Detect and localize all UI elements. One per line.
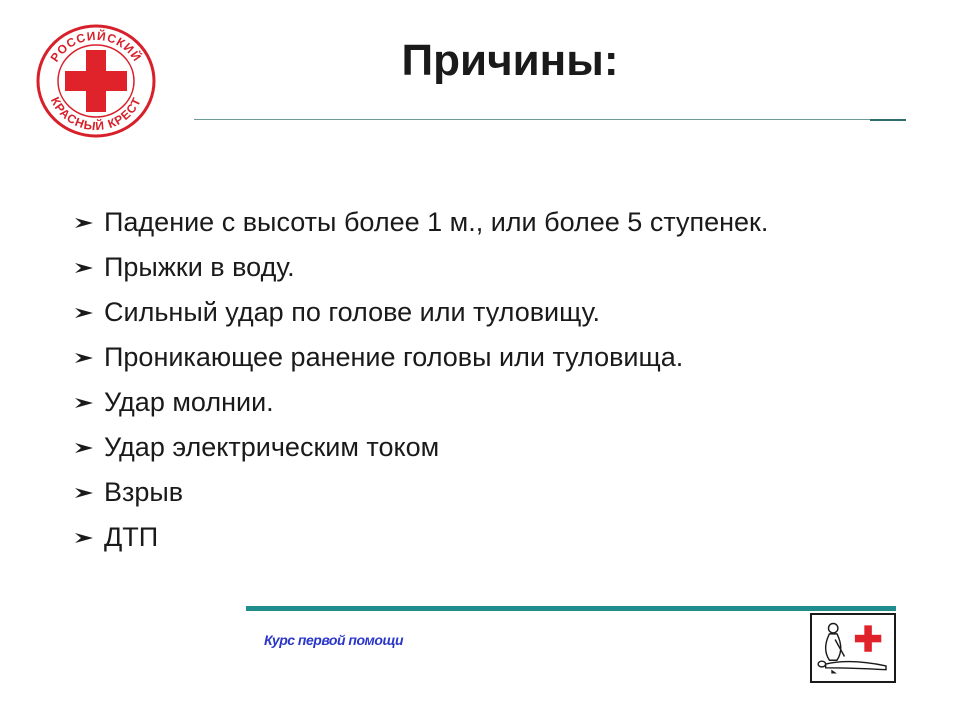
arrow-bullet-icon	[74, 261, 104, 275]
arrow-bullet-icon	[74, 351, 104, 365]
list-item	[74, 470, 768, 515]
list-item	[74, 335, 768, 380]
arrow-bullet-icon	[74, 216, 104, 230]
list-item	[74, 200, 768, 245]
list-item-text: Проникающее ранение головы или туловища.	[104, 342, 684, 372]
list-item	[74, 515, 768, 560]
arrow-bullet-icon	[74, 306, 104, 320]
first-aid-cpr-icon	[810, 613, 896, 683]
list-item-text: Прыжки в воду.	[104, 252, 295, 282]
arrow-bullet-icon	[74, 531, 104, 545]
causes-list	[74, 200, 768, 560]
list-item-text: Сильный удар по голове или туловищу.	[104, 297, 600, 327]
red-cross-logo-icon	[34, 22, 158, 140]
svg-text:РОССИЙСКИЙ: РОССИЙСКИЙ	[47, 28, 145, 65]
title-divider-accent	[870, 119, 906, 121]
list-item	[74, 245, 768, 290]
list-item	[74, 380, 768, 425]
arrow-bullet-icon	[74, 486, 104, 500]
title-divider	[194, 119, 906, 120]
arrow-bullet-icon	[74, 396, 104, 410]
list-item	[74, 425, 768, 470]
course-label: Курс первой помощи	[264, 632, 404, 648]
arrow-bullet-icon	[74, 441, 104, 455]
page-title: Причины:	[401, 36, 619, 85]
list-item-text: Взрыв	[104, 477, 184, 507]
list-item-text: Падение с высоты более 1 м., или более 5 ступенек.	[104, 207, 769, 237]
list-item-text: ДТП	[104, 522, 159, 552]
list-item-text: Удар электрическим током	[104, 432, 440, 462]
list-item	[74, 290, 768, 335]
footer-divider	[246, 606, 896, 611]
svg-text:КРАСНЫЙ КРЕСТ: КРАСНЫЙ КРЕСТ	[47, 94, 145, 134]
list-item-text: Удар молнии.	[104, 387, 274, 417]
